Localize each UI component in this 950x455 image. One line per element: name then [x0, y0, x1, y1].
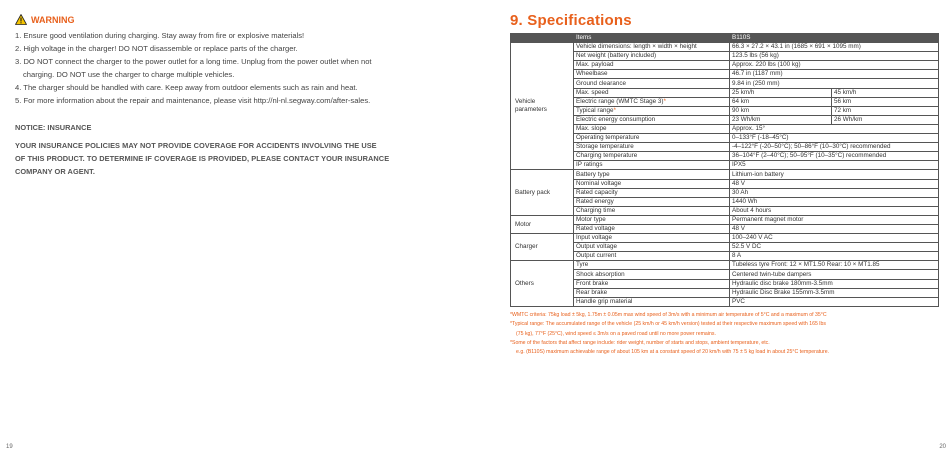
- table-row: [511, 270, 939, 279]
- right-page: [510, 12, 938, 358]
- row-value: 30 Ah: [730, 188, 939, 197]
- row-value: 48 V: [730, 224, 939, 233]
- table-row: [511, 70, 939, 79]
- row-label: Electric range (WMTC Stage 3): [576, 97, 664, 105]
- warning-item: 2. High voltage in the charger! DO NOT disassemble or replace parts of the charger.: [15, 44, 298, 53]
- table-row: [511, 170, 939, 179]
- group-charger: Charger: [511, 234, 574, 261]
- row-value: 52.5 V DC: [730, 243, 939, 252]
- table-row: [511, 161, 939, 170]
- warning-heading: [15, 14, 465, 25]
- row-value: 0–133°F (-18–45°C): [730, 134, 939, 143]
- table-row: [511, 52, 939, 61]
- row-label: Max. speed: [574, 88, 730, 97]
- row-value: Tubeless tyre Front: 12 × MT1.50 Rear: 10 × MT1.85: [730, 261, 939, 270]
- table-row: [511, 134, 939, 143]
- table-row: [511, 224, 939, 233]
- row-label-with-note: [574, 106, 730, 115]
- row-value: Centered twin-tube dampers: [730, 270, 939, 279]
- row-label: Charging temperature: [574, 152, 730, 161]
- warning-triangle-icon: [15, 14, 27, 25]
- table-row: [511, 188, 939, 197]
- asterisk: *: [663, 97, 666, 105]
- row-label: Rated capacity: [574, 188, 730, 197]
- header-blank: [511, 34, 574, 43]
- row-value: Lithium-ion battery: [730, 170, 939, 179]
- warning-item: 1. Ensure good ventilation during charging. Stay away from fire or explosive materials!: [15, 31, 305, 40]
- row-value: Permanent magnet motor: [730, 215, 939, 224]
- warning-item: 5. For more information about the repair and maintenance, please visit http://nl-nl.segway.com/after-sales.: [15, 96, 371, 105]
- row-label: Ground clearance: [574, 79, 730, 88]
- row-value: 45 km/h: [832, 88, 939, 97]
- notice-line: OF THIS PRODUCT. TO DETERMINE IF COVERAGE IS PROVIDED, PLEASE CONTACT YOUR INSURANCE: [15, 154, 390, 163]
- table-row: [511, 97, 939, 106]
- row-label: Front brake: [574, 279, 730, 288]
- row-value: Approx. 15°: [730, 124, 939, 133]
- row-value: 123.5 lbs (56 kg): [730, 52, 939, 61]
- table-row: [511, 206, 939, 215]
- footnotes: [510, 311, 938, 358]
- row-value: 48 V: [730, 179, 939, 188]
- table-row: [511, 288, 939, 297]
- row-value: 56 km: [832, 97, 939, 106]
- table-row: [511, 279, 939, 288]
- table-header-row: [511, 34, 939, 43]
- row-value: 46.7 in (1187 mm): [730, 70, 939, 79]
- table-row: [511, 215, 939, 224]
- row-value: 26 Wh/km: [832, 115, 939, 124]
- notice-body: [15, 139, 465, 178]
- table-row: [511, 197, 939, 206]
- page-number-right: 20: [939, 444, 946, 450]
- notice-line: COMPANY OR AGENT.: [15, 167, 95, 176]
- header-model: B110S: [730, 34, 939, 43]
- row-value: -4–122°F (-20–50°C); 50–86°F (10–30°C) recommended: [730, 143, 939, 152]
- row-value: IPX5: [730, 161, 939, 170]
- group-others: Others: [511, 261, 574, 306]
- row-label: Rated energy: [574, 197, 730, 206]
- row-label: Output current: [574, 252, 730, 261]
- row-value: 90 km: [730, 106, 832, 115]
- row-label-with-note: [574, 97, 730, 106]
- warning-title: WARNING: [31, 14, 75, 25]
- table-row: [511, 43, 939, 52]
- row-value: 72 km: [832, 106, 939, 115]
- asterisk: *: [613, 106, 616, 114]
- row-label: Tyre: [574, 261, 730, 270]
- table-row: [511, 61, 939, 70]
- table-row: [511, 179, 939, 188]
- row-value: 9.84 in (250 mm): [730, 79, 939, 88]
- notice-title: NOTICE: INSURANCE: [15, 123, 92, 132]
- table-row: [511, 106, 939, 115]
- group-battery-pack: Battery pack: [511, 170, 574, 215]
- warning-list: [15, 29, 465, 107]
- group-vehicle-parameters: [511, 43, 574, 170]
- row-label: Typical range: [576, 106, 614, 114]
- row-label: Motor type: [574, 215, 730, 224]
- row-label: Input voltage: [574, 234, 730, 243]
- row-value: Hydraulic disc brake 180mm-3.5mm: [730, 279, 939, 288]
- table-row: [511, 79, 939, 88]
- row-value: 66.3 × 27.2 × 43.1 in (1685 × 691 × 1095 mm): [730, 43, 939, 52]
- row-label: Max. slope: [574, 124, 730, 133]
- row-label: Storage temperature: [574, 143, 730, 152]
- row-value: Hydraulic Disc Brake 155mm-3.5mm: [730, 288, 939, 297]
- left-page: [15, 14, 465, 178]
- group-motor: Motor: [511, 215, 574, 233]
- row-label: Handle grip material: [574, 297, 730, 306]
- table-row: [511, 124, 939, 133]
- header-items: Items: [574, 34, 730, 43]
- row-value: About 4 hours: [730, 206, 939, 215]
- row-value: 25 km/h: [730, 88, 832, 97]
- footnote: *Some of the factors that affect range include: rider weight, number of starts and stops, ambient temperature, etc.: [510, 340, 770, 347]
- row-label: Rear brake: [574, 288, 730, 297]
- footnote-continued: (75 kg), 77°F (25°C), wind speed ≤ 3m/s on a paved road until no more power remains.: [516, 330, 716, 337]
- row-label: Electric energy consumption: [574, 115, 730, 124]
- table-row: [511, 243, 939, 252]
- table-row: [511, 297, 939, 306]
- table-row: [511, 143, 939, 152]
- row-label: Battery type: [574, 170, 730, 179]
- row-label: Charging time: [574, 206, 730, 215]
- row-label: Operating temperature: [574, 134, 730, 143]
- footnote: *Typical range: The accumulated range of the vehicle (25 km/h or 45 km/h version) tested at their respective maximum speed with 165 lbs: [510, 321, 826, 328]
- footnote-continued: e.g. (B110S) maximum achievable range of about 105 km at a constant speed of 20 km/h with 75 ± 5 kg load in about 25°C temperature.: [516, 349, 830, 356]
- row-label: Net weight (battery included): [574, 52, 730, 61]
- table-row: [511, 152, 939, 161]
- table-row: [511, 234, 939, 243]
- row-value: 100–240 V AC: [730, 234, 939, 243]
- warning-item: 4. The charger should be handled with care. Keep away from outdoor elements such as rain and heat.: [15, 83, 358, 92]
- row-value: PVC: [730, 297, 939, 306]
- table-row: [511, 115, 939, 124]
- row-value: 64 km: [730, 97, 832, 106]
- row-label: Nominal voltage: [574, 179, 730, 188]
- specifications-table: [510, 33, 939, 307]
- warning-item: 3. DO NOT connect the charger to the power outlet for a long time. Unplug from the power outlet when not: [15, 57, 372, 66]
- group-label: Vehicle parameters: [515, 98, 547, 114]
- table-row: [511, 252, 939, 261]
- notice-line: YOUR INSURANCE POLICIES MAY NOT PROVIDE COVERAGE FOR ACCIDENTS INVOLVING THE USE: [15, 141, 377, 150]
- warning-item-continued: charging. DO NOT use the charger to charge multiple vehicles.: [23, 70, 235, 79]
- row-value: 23 Wh/km: [730, 115, 832, 124]
- specifications-title: 9. Specifications: [510, 12, 632, 29]
- row-value: 8 A: [730, 252, 939, 261]
- table-row: [511, 261, 939, 270]
- row-label: Output voltage: [574, 243, 730, 252]
- row-label: Wheelbase: [574, 70, 730, 79]
- footnote: *WMTC criteria: 75kg load ± 5kg, 1.75m ± 0.05m max wind speed of 3m/s with a minimum air temperature of 5°C and a maximum of 35°C: [510, 311, 827, 318]
- row-label: Shock absorption: [574, 270, 730, 279]
- row-value: 1440 Wh: [730, 197, 939, 206]
- row-label: IP ratings: [574, 161, 730, 170]
- table-row: [511, 88, 939, 97]
- row-value: 36–104°F (2–40°C); 50–95°F (10–35°C) recommended: [730, 152, 939, 161]
- row-label: Rated voltage: [574, 224, 730, 233]
- page-number-left: 19: [6, 444, 13, 450]
- row-value: Approx. 220 lbs (100 kg): [730, 61, 939, 70]
- row-label: Max. payload: [574, 61, 730, 70]
- row-label: Vehicle dimensions: length × width × height: [574, 43, 730, 52]
